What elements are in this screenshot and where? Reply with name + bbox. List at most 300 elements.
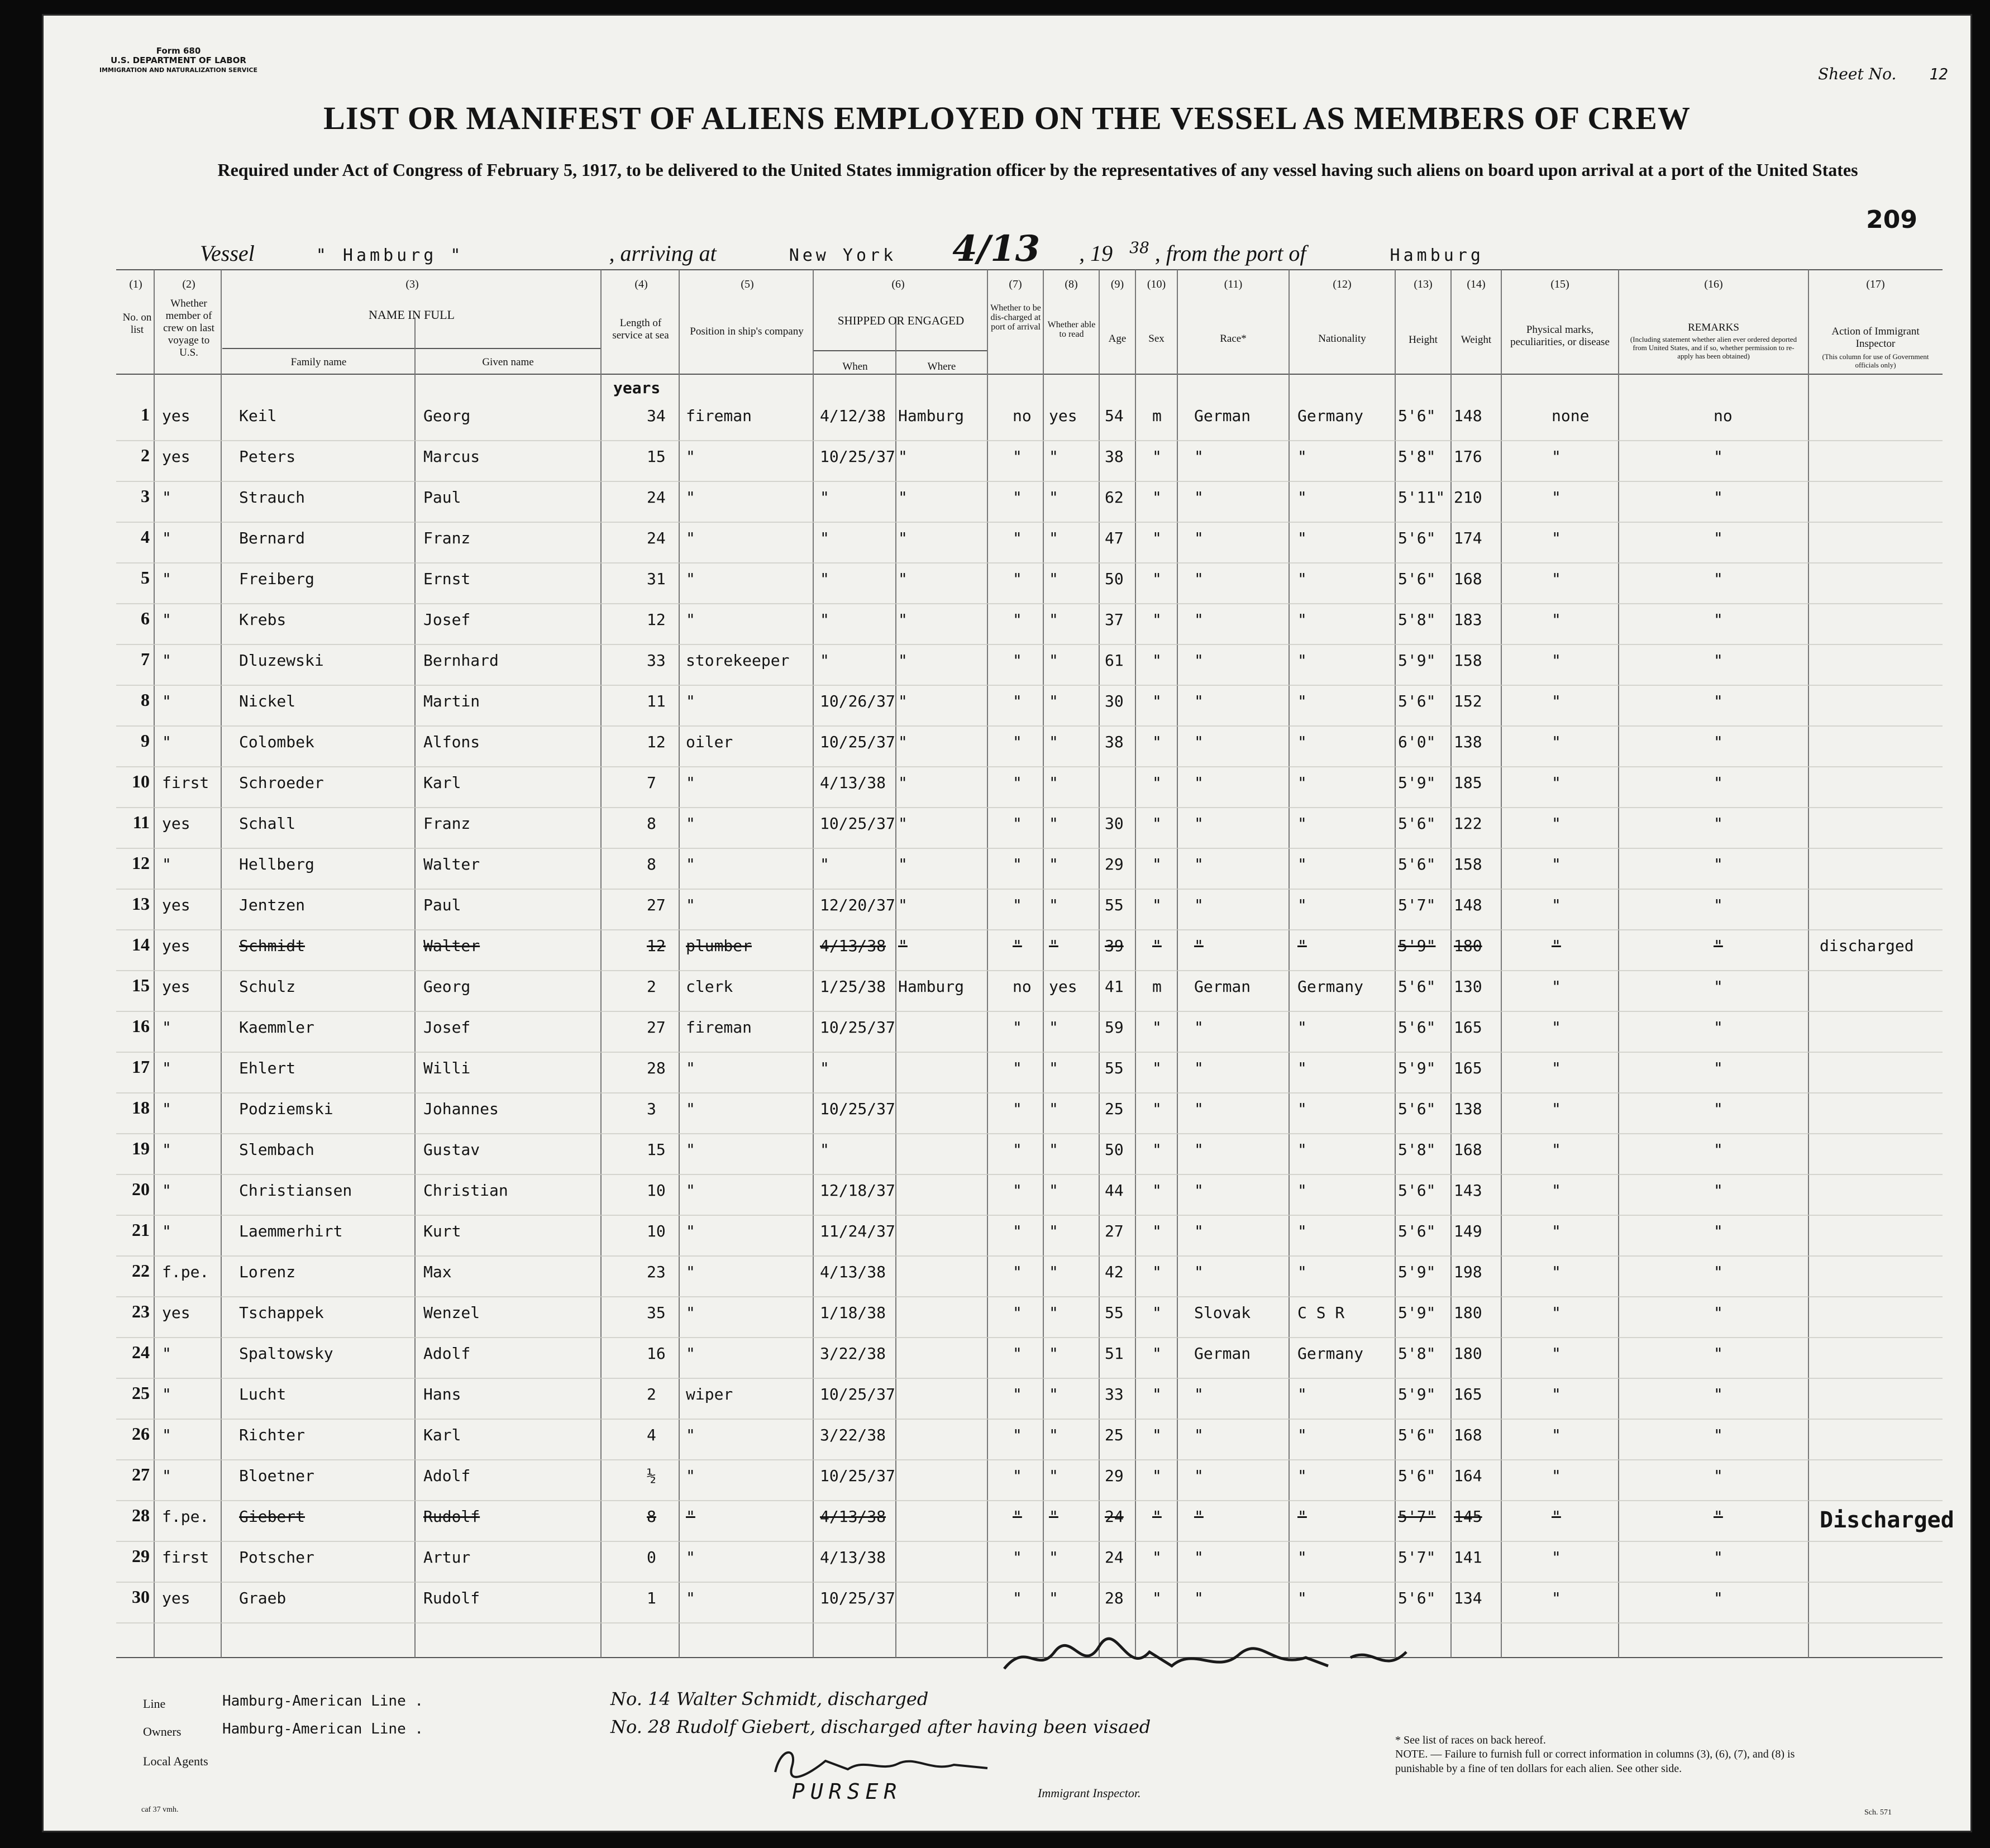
height-cell: 6'0" [1398, 733, 1436, 751]
length-service-cell: 1 [647, 1589, 656, 1607]
column-number: (17) [1866, 278, 1885, 290]
nationality-cell: " [1297, 1018, 1307, 1037]
family-name-cell: Keil [239, 407, 277, 425]
given-name-cell: Ernst [423, 570, 471, 588]
shipped-when-cell: 1/25/38 [820, 977, 886, 996]
discharged-cell: " [1013, 1426, 1022, 1444]
sex-cell: m [1152, 977, 1162, 996]
weight-cell: 180 [1454, 1344, 1482, 1363]
family-name-cell: Schall [239, 814, 296, 833]
sex-cell: " [1152, 488, 1162, 507]
given-name-cell: Artur [423, 1548, 471, 1567]
column-number: (11) [1224, 278, 1243, 290]
height-cell: 5'9" [1398, 1385, 1436, 1403]
height-cell: 5'6" [1398, 855, 1436, 873]
able-to-read-cell: " [1049, 937, 1058, 955]
vessel-name: " Hamburg " [316, 246, 464, 265]
physical-cell: " [1552, 610, 1561, 629]
sex-cell: " [1152, 733, 1162, 751]
height-cell: 5'9" [1398, 651, 1436, 670]
family-name-cell: Christiansen [239, 1181, 352, 1200]
given-name-cell: Karl [423, 773, 461, 792]
given-name-cell: Karl [423, 1426, 461, 1444]
able-to-read-cell: " [1049, 1059, 1058, 1077]
remarks-cell: " [1714, 1059, 1723, 1077]
remarks-cell: " [1714, 1140, 1723, 1159]
column-number: (15) [1550, 278, 1569, 290]
family-name-cell: Schulz [239, 977, 296, 996]
header-height: Height [1409, 334, 1438, 346]
physical-cell: " [1552, 570, 1561, 588]
given-name-cell: Willi [423, 1059, 471, 1077]
height-cell: 5'9" [1398, 937, 1436, 955]
remarks-cell: " [1714, 1303, 1723, 1322]
discharged-cell: " [1013, 814, 1022, 833]
header-remarks: REMARKS [1688, 322, 1739, 333]
height-cell: 5'8" [1398, 610, 1436, 629]
family-name-cell: Peters [239, 447, 296, 466]
weight-cell: 168 [1454, 1140, 1482, 1159]
sex-cell: " [1152, 937, 1162, 955]
age-cell: 51 [1105, 1344, 1124, 1363]
weight-cell: 145 [1454, 1507, 1482, 1526]
given-name-cell: Bernhard [423, 651, 499, 670]
position-cell: " [686, 1263, 695, 1281]
physical-cell: none [1552, 407, 1590, 425]
position-cell: fireman [686, 407, 752, 425]
shipped-where-cell: " [898, 773, 908, 792]
service-name: IMMIGRATION AND NATURALIZATION SERVICE [99, 66, 258, 74]
physical-cell: " [1552, 1344, 1561, 1363]
able-to-read-cell: " [1049, 651, 1058, 670]
penalty-note: NOTE. — Failure to furnish full or correct information in columns (3), (6), (7), and (8) is punishable by a fine of ten dollars for each alien. See other side. [1395, 1748, 1795, 1775]
column-number: (2) [182, 278, 195, 290]
able-to-read-cell: " [1049, 529, 1058, 547]
position-cell: " [686, 855, 695, 873]
able-to-read-cell: " [1049, 1385, 1058, 1403]
height-cell: 5'9" [1398, 1303, 1436, 1322]
position-cell: " [686, 1589, 695, 1607]
race-cell: German [1194, 977, 1251, 996]
weight-cell: 143 [1454, 1181, 1482, 1200]
able-to-read-cell: " [1049, 1344, 1058, 1363]
discharged-cell: " [1013, 1344, 1022, 1363]
member-cell: yes [162, 407, 190, 425]
remarks-cell: " [1714, 1548, 1723, 1567]
row-number: 11 [132, 812, 150, 832]
length-service-cell: 27 [647, 1018, 666, 1037]
member-cell: " [162, 651, 171, 670]
shipped-when-cell: " [820, 1059, 829, 1077]
shipped-where-cell: " [898, 651, 908, 670]
remarks-cell: " [1714, 896, 1723, 914]
shipped-when-cell: 4/13/38 [820, 1507, 886, 1526]
discharged-cell: " [1013, 1303, 1022, 1322]
position-cell: " [686, 447, 695, 466]
column-number: (9) [1110, 278, 1124, 290]
shipped-when-cell: 3/22/38 [820, 1344, 886, 1363]
given-name-cell: Josef [423, 610, 471, 629]
length-service-cell: 2 [647, 1385, 656, 1403]
length-service-cell: 12 [647, 937, 666, 955]
age-cell: 54 [1105, 407, 1124, 425]
physical-cell: " [1552, 651, 1561, 670]
form-number: Form 680 [156, 46, 201, 56]
header-remarks-note: (Including statement whether alien ever ordered deported from United States, and if so, whether permission to re-apply has been obtained) [1630, 335, 1797, 360]
race-cell: " [1194, 1100, 1204, 1118]
given-name-cell: Marcus [423, 447, 480, 466]
length-service-cell: 24 [647, 529, 666, 547]
height-cell: 5'8" [1398, 447, 1436, 466]
age-cell: 30 [1105, 692, 1124, 710]
remarks-cell: " [1714, 814, 1723, 833]
shipped-where-cell: " [898, 896, 908, 914]
length-service-cell: ½ [647, 1467, 656, 1485]
row-number: 4 [141, 527, 150, 547]
member-cell: first [162, 773, 209, 792]
row-number: 1 [141, 404, 150, 424]
family-name-cell: Bernard [239, 529, 306, 547]
remarks-cell: " [1714, 529, 1723, 547]
header-whether-member: Whether member of crew on last voyage to U.S. [163, 298, 214, 359]
able-to-read-cell: " [1049, 447, 1058, 466]
header-length-service: Length of service at sea [612, 317, 669, 341]
shipped-when-cell: 10/25/37 [820, 1467, 895, 1485]
shipped-when-cell: 4/13/38 [820, 1548, 886, 1567]
nationality-cell: " [1297, 651, 1307, 670]
nationality-cell: " [1297, 1263, 1307, 1281]
physical-cell: " [1552, 692, 1561, 710]
position-cell: " [686, 570, 695, 588]
given-name-cell: Christian [423, 1181, 508, 1200]
family-name-cell: Spaltowsky [239, 1344, 333, 1363]
discharged-cell: " [1013, 1140, 1022, 1159]
family-name-cell: Laemmerhirt [239, 1222, 343, 1240]
row-number: 3 [141, 486, 150, 506]
discharged-cell: " [1013, 529, 1022, 547]
column-number: (12) [1333, 278, 1352, 290]
position-cell: " [686, 814, 695, 833]
sex-cell: " [1152, 814, 1162, 833]
given-name-cell: Georg [423, 407, 471, 425]
race-cell: " [1194, 1548, 1204, 1567]
length-service-cell: 28 [647, 1059, 666, 1077]
race-cell: " [1194, 488, 1204, 507]
nationality-cell: Germany [1297, 407, 1364, 425]
shipped-where-cell: " [898, 692, 908, 710]
stamp-number: 209 [1866, 206, 1917, 234]
age-cell: 55 [1105, 1059, 1124, 1077]
age-cell: 42 [1105, 1263, 1124, 1281]
family-name-cell: Ehlert [239, 1059, 296, 1077]
family-name-cell: Giebert [239, 1507, 306, 1526]
able-to-read-cell: " [1049, 692, 1058, 710]
able-to-read-cell: " [1049, 814, 1058, 833]
age-cell: 27 [1105, 1222, 1124, 1240]
length-service-cell: 8 [647, 855, 656, 873]
discharged-cell: no [1013, 407, 1032, 425]
position-cell: " [686, 896, 695, 914]
length-service-cell: 2 [647, 977, 656, 996]
weight-cell: 165 [1454, 1018, 1482, 1037]
age-cell: 38 [1105, 447, 1124, 466]
row-number: 26 [132, 1424, 150, 1444]
sex-cell: " [1152, 570, 1162, 588]
height-cell: 5'6" [1398, 1222, 1436, 1240]
age-cell: 62 [1105, 488, 1124, 507]
age-cell: 47 [1105, 529, 1124, 547]
row-number: 14 [132, 934, 150, 954]
shipped-when-cell: 10/25/37 [820, 447, 895, 466]
column-number: (7) [1009, 278, 1022, 290]
shipped-where-cell: " [898, 937, 908, 955]
length-service-cell: 10 [647, 1222, 666, 1240]
member-cell: yes [162, 1303, 190, 1322]
length-service-cell: 16 [647, 1344, 666, 1363]
header-name-in-full: NAME IN FULL [369, 308, 455, 322]
shipped-where-cell: " [898, 733, 908, 751]
position-cell: " [686, 1222, 695, 1240]
age-cell: 37 [1105, 610, 1124, 629]
physical-cell: " [1552, 1181, 1561, 1200]
row-number: 18 [132, 1097, 150, 1118]
physical-cell: " [1552, 1548, 1561, 1567]
owners-label: Owners [143, 1725, 182, 1739]
discharged-cell: " [1013, 1100, 1022, 1118]
weight-cell: 122 [1454, 814, 1482, 833]
weight-cell: 165 [1454, 1385, 1482, 1403]
able-to-read-cell: " [1049, 1181, 1058, 1200]
sex-cell: " [1152, 1140, 1162, 1159]
member-cell: " [162, 1222, 171, 1240]
nationality-cell: " [1297, 896, 1307, 914]
member-cell: " [162, 1018, 171, 1037]
print-code: caf 37 vmh. [141, 1806, 179, 1814]
weight-cell: 138 [1454, 1100, 1482, 1118]
weight-cell: 183 [1454, 610, 1482, 629]
nationality-cell: " [1297, 488, 1307, 507]
length-service-cell: 34 [647, 407, 666, 425]
header-action-note: (This column for use of Government officials only) [1822, 352, 1929, 369]
arriving-label: , arriving at [609, 241, 717, 266]
row-number: 28 [132, 1505, 150, 1525]
shipped-when-cell: 10/25/37 [820, 1385, 895, 1403]
height-cell: 5'9" [1398, 773, 1436, 792]
discharged-cell: " [1013, 1181, 1022, 1200]
member-cell: " [162, 488, 171, 507]
member-cell: yes [162, 896, 190, 914]
able-to-read-cell: " [1049, 1263, 1058, 1281]
shipped-when-cell: 4/13/38 [820, 1263, 886, 1281]
member-cell: " [162, 570, 171, 588]
position-cell: " [686, 610, 695, 629]
able-to-read-cell: " [1049, 855, 1058, 873]
position-cell: " [686, 1059, 695, 1077]
member-cell: " [162, 1467, 171, 1485]
handwritten-note-28: No. 28 Rudolf Giebert, discharged after having been visaed [610, 1716, 1151, 1737]
able-to-read-cell: " [1049, 570, 1058, 588]
position-cell: oiler [686, 733, 733, 751]
page-title: LIST OR MANIFEST OF ALIENS EMPLOYED ON THE VESSEL AS MEMBERS OF CREW [323, 100, 1691, 136]
remarks-cell: " [1714, 937, 1723, 955]
handwritten-note-14: No. 14 Walter Schmidt, discharged [610, 1688, 929, 1709]
shipped-when-cell: 10/25/37 [820, 1100, 895, 1118]
length-service-cell: 15 [647, 1140, 666, 1159]
shipped-where-cell: " [898, 814, 908, 833]
weight-cell: 164 [1454, 1467, 1482, 1485]
member-cell: yes [162, 814, 190, 833]
nationality-cell: " [1297, 1385, 1307, 1403]
shipped-when-cell: 12/20/37 [820, 896, 895, 914]
family-name-cell: Colombek [239, 733, 314, 751]
weight-cell: 165 [1454, 1059, 1482, 1077]
nationality-cell: " [1297, 529, 1307, 547]
able-to-read-cell: " [1049, 1018, 1058, 1037]
discharged-cell: " [1013, 1385, 1022, 1403]
nationality-cell: " [1297, 1140, 1307, 1159]
discharged-cell: " [1013, 1222, 1022, 1240]
header-sex: Sex [1148, 333, 1165, 345]
row-number: 22 [132, 1260, 150, 1281]
height-cell: 5'6" [1398, 570, 1436, 588]
family-name-cell: Bloetner [239, 1467, 314, 1485]
physical-cell: " [1552, 1100, 1561, 1118]
length-service-cell: 24 [647, 488, 666, 507]
given-name-cell: Gustav [423, 1140, 480, 1159]
nationality-cell: C S R [1297, 1303, 1345, 1322]
column-number: (5) [741, 278, 754, 290]
shipped-when-cell: " [820, 1140, 829, 1159]
shipped-when-cell: " [820, 529, 829, 547]
family-name-cell: Hellberg [239, 855, 314, 873]
header-able-to-read: Whether able to read [1047, 320, 1096, 339]
race-cell: " [1194, 651, 1204, 670]
height-cell: 5'6" [1398, 1181, 1436, 1200]
discharged-cell: " [1013, 651, 1022, 670]
weight-cell: 174 [1454, 529, 1482, 547]
discharged-cell: " [1013, 1263, 1022, 1281]
row-number: 23 [132, 1301, 150, 1321]
length-service-cell: 31 [647, 570, 666, 588]
header-race: Race* [1220, 333, 1247, 345]
physical-cell: " [1552, 1507, 1561, 1526]
header-weight: Weight [1461, 334, 1492, 346]
age-cell: 24 [1105, 1548, 1124, 1567]
action-cell: Discharged [1820, 1507, 1954, 1533]
header-action-inspector: Action of Immigrant Inspector [1831, 326, 1920, 350]
remarks-cell: " [1714, 773, 1723, 792]
physical-cell: " [1552, 1467, 1561, 1485]
weight-cell: 141 [1454, 1548, 1482, 1567]
sex-cell: " [1152, 1426, 1162, 1444]
remarks-cell: " [1714, 570, 1723, 588]
age-cell: 25 [1105, 1100, 1124, 1118]
shipped-where-cell: " [898, 570, 908, 588]
physical-cell: " [1552, 855, 1561, 873]
weight-cell: 168 [1454, 570, 1482, 588]
purser-title: PURSER [792, 1779, 903, 1804]
length-service-cell: 35 [647, 1303, 666, 1322]
weight-cell: 152 [1454, 692, 1482, 710]
family-name-cell: Slembach [239, 1140, 314, 1159]
member-cell: " [162, 1140, 171, 1159]
weight-cell: 134 [1454, 1589, 1482, 1607]
shipped-when-cell: " [820, 610, 829, 629]
member-cell: " [162, 1426, 171, 1444]
arriving-port: New York [789, 246, 897, 265]
able-to-read-cell: " [1049, 1507, 1058, 1526]
years-label: years [613, 379, 661, 397]
height-cell: 5'7" [1398, 1548, 1436, 1567]
line-value: Hamburg-American Line . [222, 1693, 424, 1709]
family-name-cell: Dluzewski [239, 651, 324, 670]
given-name-cell: Adolf [423, 1344, 471, 1363]
member-cell: " [162, 529, 171, 547]
age-cell: 25 [1105, 1426, 1124, 1444]
discharged-cell: " [1013, 1467, 1022, 1485]
height-cell: 5'6" [1398, 977, 1436, 996]
position-cell: " [686, 488, 695, 507]
discharged-cell: " [1013, 488, 1022, 507]
race-cell: " [1194, 1059, 1204, 1077]
weight-cell: 185 [1454, 773, 1482, 792]
weight-cell: 176 [1454, 447, 1482, 466]
nationality-cell: Germany [1297, 1344, 1364, 1363]
able-to-read-cell: yes [1049, 977, 1077, 996]
sex-cell: m [1152, 407, 1162, 425]
given-name-cell: Franz [423, 529, 471, 547]
given-name-cell: Georg [423, 977, 471, 996]
sex-cell: " [1152, 1018, 1162, 1037]
height-cell: 5'6" [1398, 1467, 1436, 1485]
header-age: Age [1108, 333, 1127, 345]
shipped-when-cell: 4/13/38 [820, 937, 886, 955]
sex-cell: " [1152, 1589, 1162, 1607]
length-service-cell: 3 [647, 1100, 656, 1118]
remarks-cell: " [1714, 1426, 1723, 1444]
row-number: 2 [141, 445, 150, 465]
age-cell: 24 [1105, 1507, 1124, 1526]
nationality-cell: " [1297, 1181, 1307, 1200]
length-service-cell: 23 [647, 1263, 666, 1281]
length-service-cell: 11 [647, 692, 666, 710]
able-to-read-cell: " [1049, 733, 1058, 751]
physical-cell: " [1552, 1589, 1561, 1607]
discharged-cell: no [1013, 977, 1032, 996]
height-cell: 5'9" [1398, 1263, 1436, 1281]
shipped-when-cell: 10/25/37 [820, 814, 895, 833]
header-when: When [842, 361, 868, 373]
family-name-cell: Strauch [239, 488, 306, 507]
family-name-cell: Jentzen [239, 896, 306, 914]
remarks-cell: " [1714, 1589, 1723, 1607]
weight-cell: 148 [1454, 407, 1482, 425]
shipped-where-cell: Hamburg [898, 407, 965, 425]
sex-cell: " [1152, 1059, 1162, 1077]
weight-cell: 210 [1454, 488, 1482, 507]
length-service-cell: 8 [647, 814, 656, 833]
position-cell: " [686, 1426, 695, 1444]
shipped-when-cell: " [820, 855, 829, 873]
sex-cell: " [1152, 447, 1162, 466]
age-cell: 29 [1105, 855, 1124, 873]
age-cell: 50 [1105, 570, 1124, 588]
inspector-signature [993, 1635, 1440, 1685]
shipped-where-cell: " [898, 447, 908, 466]
manifest-sheet [44, 16, 1970, 1831]
remarks-cell: " [1714, 1263, 1723, 1281]
family-name-cell: Lucht [239, 1385, 287, 1403]
